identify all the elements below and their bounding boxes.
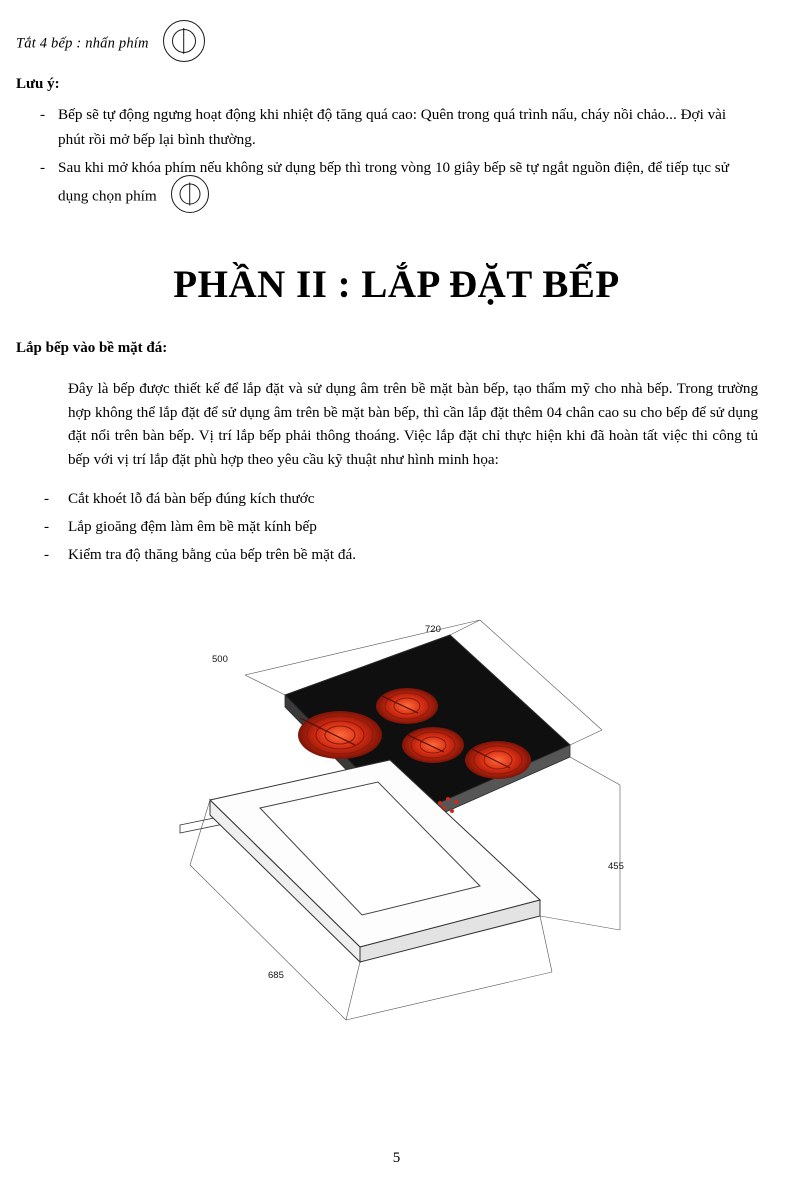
page-number: 5 bbox=[392, 1150, 401, 1166]
install-item-text: Kiểm tra độ thăng bằng của bếp trên bề mặt đá. bbox=[68, 546, 357, 564]
note-item-text-with-icon bbox=[58, 156, 756, 213]
list-item bbox=[36, 103, 756, 152]
burner-rear-left bbox=[298, 711, 382, 759]
burner-rear-right bbox=[376, 688, 438, 724]
section-heading-install: Lắp bếp vào bề mặt đá: bbox=[16, 340, 168, 356]
list-item bbox=[36, 156, 756, 213]
note-item-text: Bếp sẽ tự động ngưng hoạt động khi nhiệt độ tăng quá cao: Quên trong quá trình nấu, cháy nồi chảo... Đợi vài phút rồi mở bếp lại bình thường. bbox=[58, 106, 727, 148]
power-key-icon bbox=[163, 20, 205, 62]
burner-front-left bbox=[402, 727, 464, 763]
list-bullet-dash: - bbox=[40, 159, 46, 177]
dimension-label-cutout-depth: 455 bbox=[608, 861, 624, 872]
list-bullet-dash: - bbox=[44, 518, 50, 536]
list-item bbox=[40, 543, 740, 567]
list-item bbox=[40, 487, 740, 511]
list-bullet-dash: - bbox=[44, 490, 50, 507]
install-item-text: Lắp gioăng đệm làm êm bề mặt kính bếp bbox=[68, 518, 317, 536]
dimension-label-width-top: 720 bbox=[425, 624, 441, 635]
list-bullet-dash: - bbox=[44, 546, 50, 564]
install-item-text: Cắt khoét lỗ đá bàn bếp đúng kích thước bbox=[68, 490, 315, 507]
list-bullet-dash: - bbox=[40, 106, 46, 123]
power-key-icon bbox=[171, 175, 209, 213]
installation-diagram bbox=[150, 600, 670, 1070]
dimension-label-cutout-width: 685 bbox=[268, 970, 284, 981]
install-list bbox=[40, 487, 740, 571]
note-heading: Lưu ý: bbox=[16, 76, 60, 92]
list-item bbox=[40, 515, 740, 539]
dimension-label-depth-top: 500 bbox=[212, 654, 228, 665]
burner-front-right bbox=[465, 741, 531, 779]
note-item-text: Sau khi mở khóa phím nếu không sử dụng bếp thì trong vòng 10 giây bếp sẽ tự ngắt nguồn điện, để tiếp tục sử dụng chọn phím bbox=[58, 159, 729, 205]
top-instruction-text: Tắt 4 bếp : nhấn phím bbox=[16, 35, 149, 52]
top-instruction-line bbox=[16, 26, 205, 62]
note-list bbox=[36, 103, 756, 217]
page-title: PHẦN II : LẮP ĐẶT BẾP bbox=[173, 263, 620, 306]
install-paragraph: Đây là bếp được thiết kế để lắp đặt và sử dụng âm trên bề mặt bàn bếp, tạo thẩm mỹ cho nhà bếp. Trong trường hợp không thể lắp đặt để sử dụng âm trên bề mặt bàn bếp, thì cần lắp đặt thêm 04 chân cao su cho bếp để sử dụng đặt nổi trên bàn bếp. Vị trí lắp bếp phải thông thoáng. Việc lắp đặt chỉ thực hiện khi đã hoàn tất việc thi công tủ bếp với vị trí lắp đặt phù hợp theo yêu cầu kỹ thuật như hình minh họa: bbox=[68, 381, 758, 468]
